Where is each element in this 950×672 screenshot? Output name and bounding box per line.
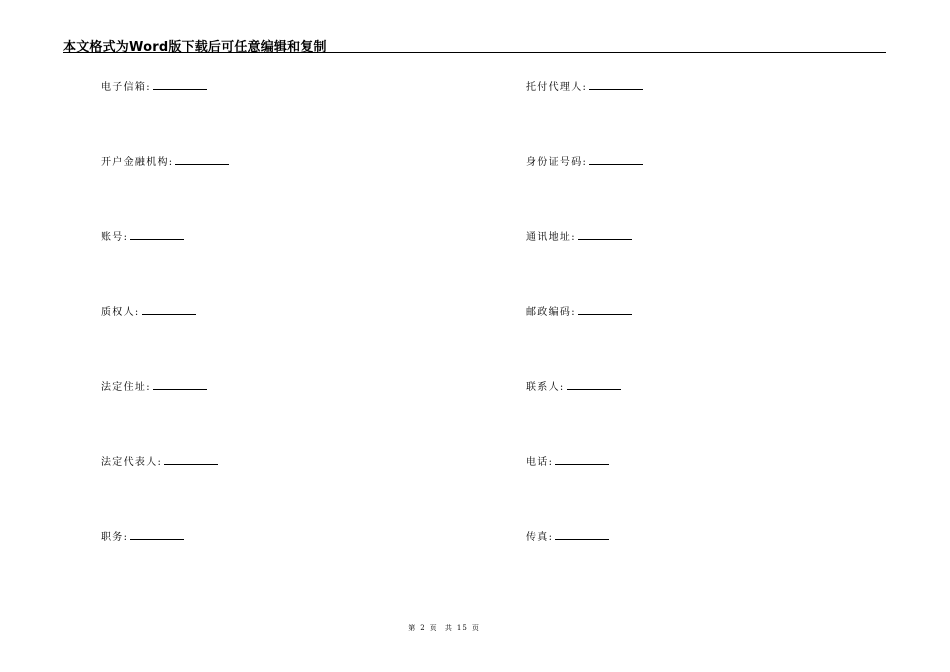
fill-in-blank[interactable] [153,80,207,90]
field-label: 职务: [101,532,129,543]
field-postal-code [526,305,632,319]
field-label: 电话: [526,457,554,468]
field-phone [526,455,609,469]
field-label: 法定代表人: [101,457,163,468]
field-id-number [526,155,643,169]
field-label: 质权人: [101,307,140,318]
total-unit: 页 [471,624,480,632]
field-fax [526,530,609,544]
field-label: 法定住址: [101,382,151,393]
page-unit: 页 [429,624,438,632]
page-prefix: 第 [408,624,417,632]
field-label: 账号: [101,232,129,243]
field-label: 开户金融机构: [101,157,174,168]
field-label: 电子信箱: [101,82,151,93]
field-label: 托付代理人: [526,82,588,93]
fill-in-blank[interactable] [555,530,609,540]
field-label: 邮政编码: [526,307,576,318]
field-pledgee [101,305,196,319]
field-authorized-agent [526,80,643,94]
fill-in-blank[interactable] [589,80,643,90]
document-header-title: 本文格式为Word版下载后可任意编辑和复制 [63,40,327,55]
field-bank-institution [101,155,229,169]
field-label: 通讯地址: [526,232,576,243]
header-divider [63,52,886,53]
field-mailing-address [526,230,632,244]
fill-in-blank[interactable] [153,380,207,390]
field-legal-representative [101,455,218,469]
page-footer [0,623,888,633]
fill-in-blank[interactable] [164,455,218,465]
field-legal-address [101,380,207,394]
fill-in-blank[interactable] [130,230,184,240]
fill-in-blank[interactable] [578,305,632,315]
fill-in-blank[interactable] [175,155,229,165]
page-number: 2 [420,624,426,632]
fill-in-blank[interactable] [578,230,632,240]
field-account-number [101,230,184,244]
fill-in-blank[interactable] [130,530,184,540]
fill-in-blank[interactable] [567,380,621,390]
field-email [101,80,207,94]
field-label: 传真: [526,532,554,543]
fill-in-blank[interactable] [142,305,196,315]
field-label: 联系人: [526,382,565,393]
field-label: 身份证号码: [526,157,588,168]
fill-in-blank[interactable] [555,455,609,465]
total-prefix: 共 [444,624,453,632]
field-contact-person [526,380,621,394]
total-pages: 15 [456,624,468,632]
field-position [101,530,184,544]
fill-in-blank[interactable] [589,155,643,165]
